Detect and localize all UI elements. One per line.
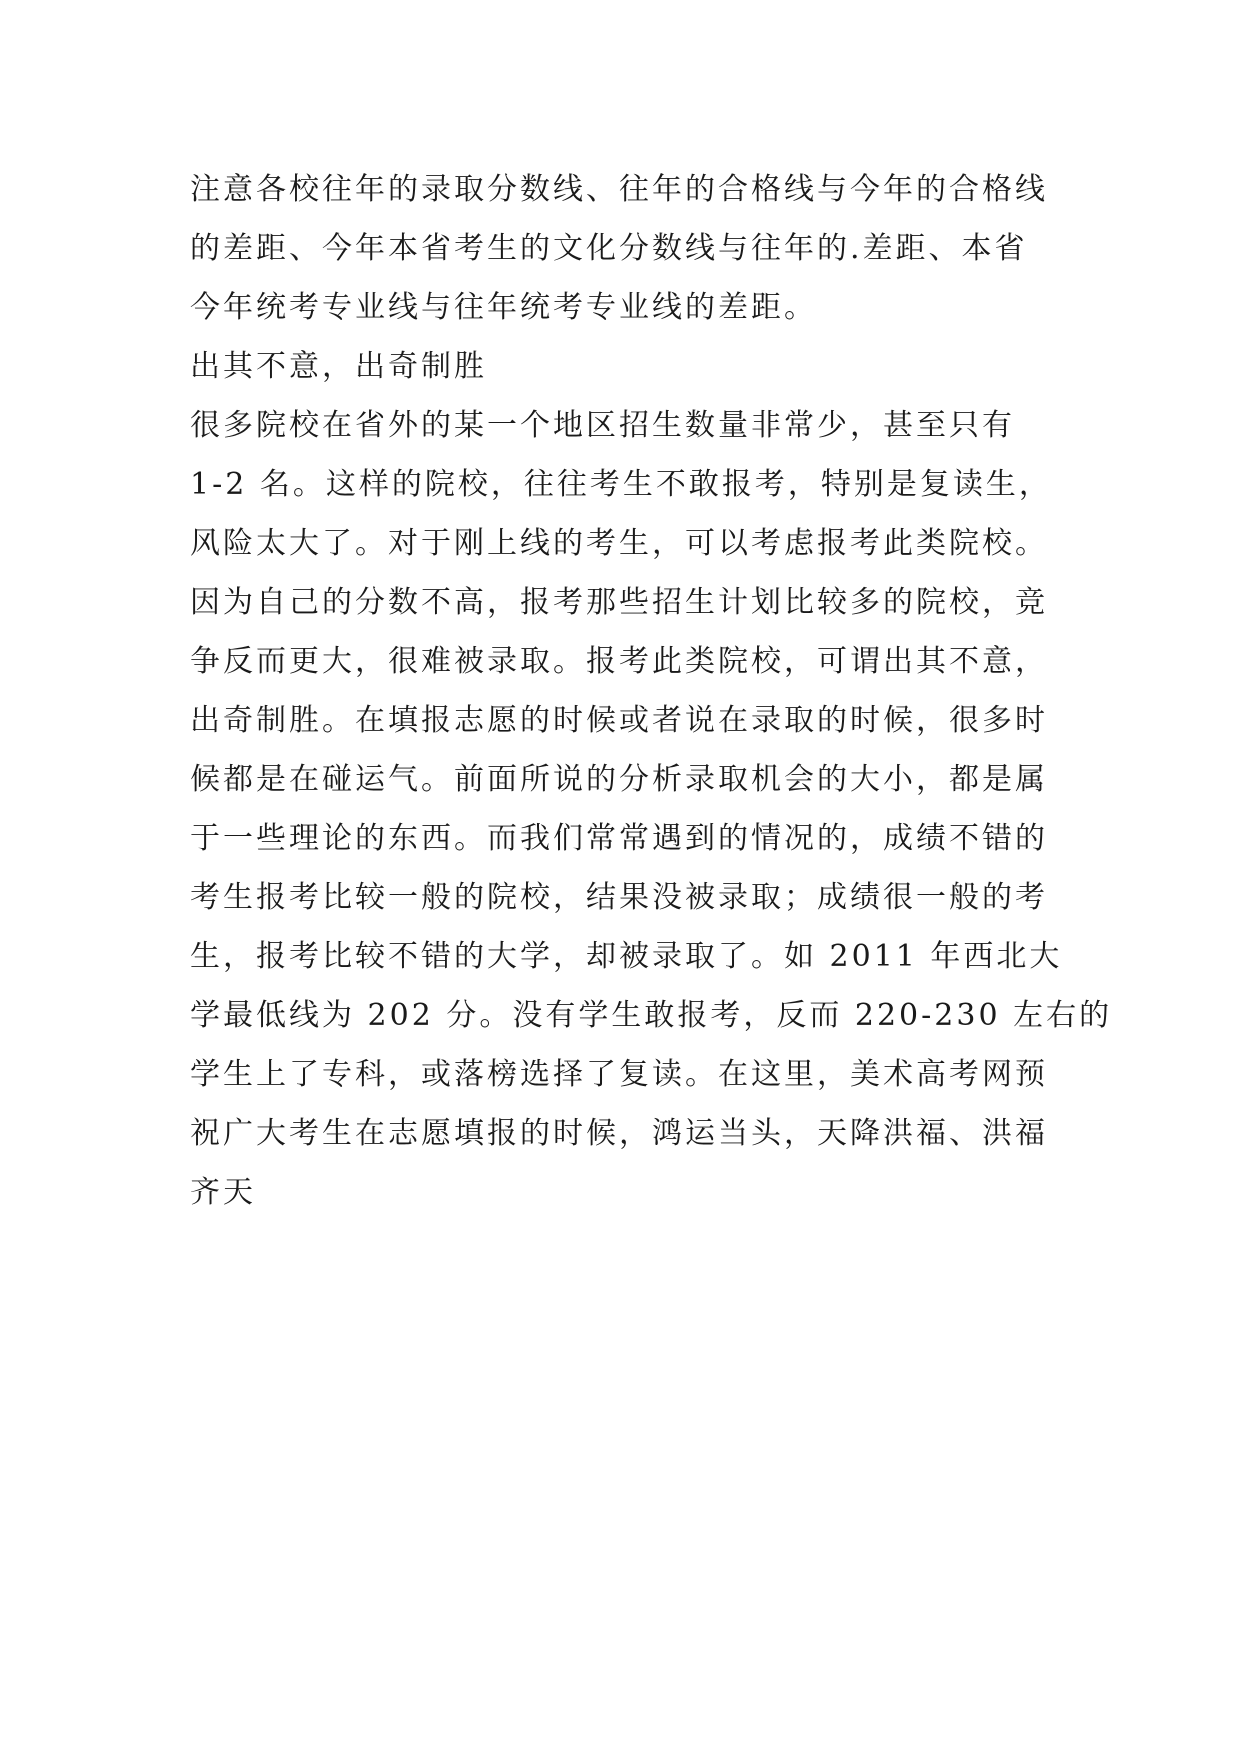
text-line: 候都是在碰运气。前面所说的分析录取机会的大小，都是属 (190, 762, 1048, 797)
text-line: 今年统考专业线与往年统考专业线的差距。 (190, 290, 817, 325)
section-heading: 出其不意，出奇制胜 (190, 349, 487, 384)
text-line: 风险太大了。对于刚上线的考生，可以考虑报考此类院校。 (190, 526, 1048, 561)
body-text (190, 160, 1113, 1222)
text-line: 学最低线为 202 分。没有学生敢报考，反而 220-230 左右的 (190, 998, 1113, 1033)
text-line: 于一些理论的东西。而我们常常遇到的情况的，成绩不错的 (190, 821, 1048, 856)
text-line: 生，报考比较不错的大学，却被录取了。如 2011 年西北大 (190, 939, 1063, 974)
text-line: 争反而更大，很难被录取。报考此类院校，可谓出其不意， (190, 644, 1048, 679)
text-line: 学生上了专科，或落榜选择了复读。在这里，美术高考网预 (190, 1057, 1048, 1092)
text-line: 祝广大考生在志愿填报的时候，鸿运当头，天降洪福、洪福 (190, 1116, 1048, 1151)
text-line: 的差距、今年本省考生的文化分数线与往年的.差距、本省 (190, 231, 1028, 266)
text-line: 考生报考比较一般的院校，结果没被录取；成绩很一般的考 (190, 880, 1048, 915)
text-line: 出奇制胜。在填报志愿的时候或者说在录取的时候，很多时 (190, 703, 1048, 738)
text-line: 很多院校在省外的某一个地区招生数量非常少，甚至只有 (190, 408, 1015, 443)
text-line: 注意各校往年的录取分数线、往年的合格线与今年的合格线 (190, 172, 1048, 207)
text-line: 齐天 (190, 1175, 256, 1210)
text-line: 1-2 名。这样的院校，往往考生不敢报考，特别是复读生， (190, 467, 1052, 502)
text-line: 因为自己的分数不高，报考那些招生计划比较多的院校，竞 (190, 585, 1048, 620)
